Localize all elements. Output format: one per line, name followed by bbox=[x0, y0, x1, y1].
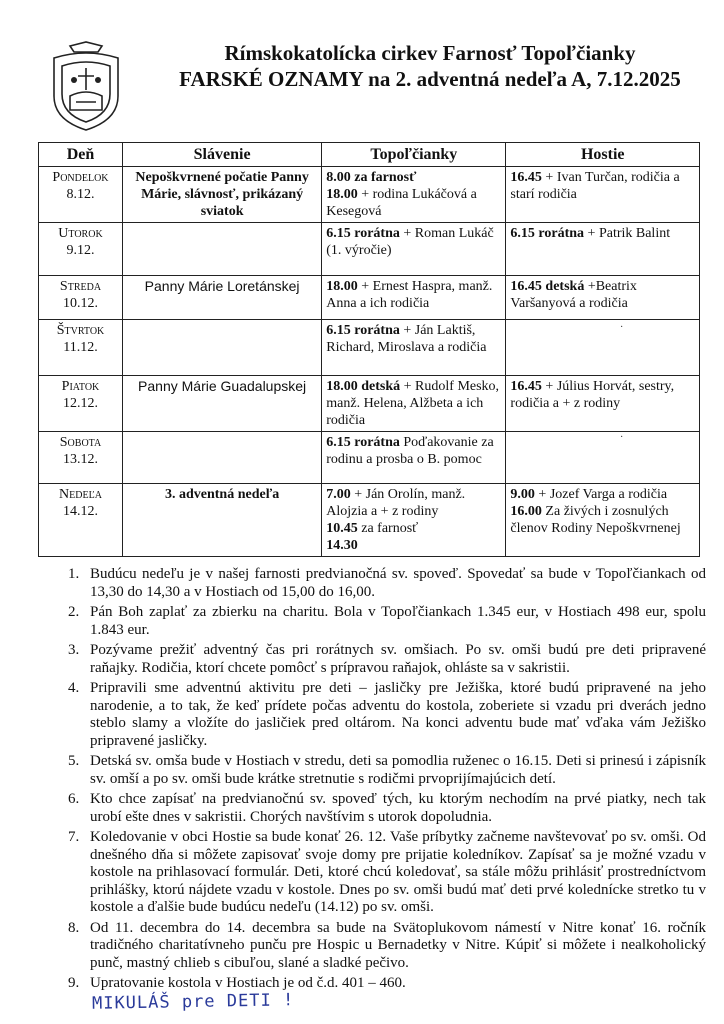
day-name: Piatok bbox=[61, 379, 100, 394]
item-number: 7. bbox=[68, 829, 80, 845]
table-row bbox=[39, 167, 700, 223]
mass-line: 16.45 + Ivan Turčan, rodičia a starí rodičia bbox=[510, 170, 680, 202]
mass-line: 6.15 rorátna + Roman Lukáč (1. výročie) bbox=[326, 226, 494, 258]
item-number: 4. bbox=[68, 680, 80, 696]
celebration-cell bbox=[122, 320, 321, 376]
item-text: Budúcu nedeľu je v našej farnosti predvianočná sv. spoveď. Spovedať sa bude v Topoľčiankach od 13,30 do 14,30 a v Hostiach od 15,00 do 16,00. bbox=[90, 566, 706, 600]
handwritten-note: MIKULÁŠ pre DETI ! bbox=[91, 990, 295, 1014]
mass-line: 16.45 detská +Beatrix Varšanyová a rodičia bbox=[510, 279, 637, 311]
hostie-cell bbox=[506, 223, 700, 276]
item-text: Pán Boh zaplať za zbierku na charitu. Bola v Topoľčiankach 1.345 eur, v Hostiach 498 eur, spolu 1.843 eur. bbox=[90, 604, 706, 638]
mass-line: 9.00 + Jozef Varga a rodičia bbox=[510, 487, 668, 502]
list-item bbox=[50, 753, 706, 788]
celebration-cell: Panny Márie Guadalupskej bbox=[122, 376, 321, 432]
hostie-cell bbox=[506, 320, 700, 376]
celebration-cell: 3. adventná nedeľa bbox=[122, 484, 321, 557]
day-name: Nedeľa bbox=[59, 487, 102, 502]
mass-line: 18.00 detská + Rudolf Mesko, manž. Helena, Alžbeta a ich rodičia bbox=[326, 379, 500, 428]
topolcianky-cell bbox=[322, 320, 506, 376]
item-text: Koledovanie v obci Hostie sa bude konať 26. 12. Vaše príbytky začneme navštevovať po sv. omši. Od dnešného dňa si môžete zapisovať svoje domy pre prijatie koledníkov. Zapísať sa je možné vzadu v kostole na prihlasovací formulár. Deti, ktoré chcú koledovať, sa stále môžu prihlásiť prostredníctvom prihlášky, ktorú nájdete vzadu v kostole. Dnes po sv. omši budú mať deti prvé kolednícke stretko tu v kostole a ďalšie bude budúcu nedeľu (14.12) po sv. omši. bbox=[90, 829, 706, 915]
item-number: 2. bbox=[68, 604, 80, 620]
mass-line: 10.45 za farnosť bbox=[326, 521, 419, 536]
day-date: 12.12. bbox=[62, 396, 98, 411]
mass-line: 6.15 rorátna + Ján Laktiš, Richard, Miroslava a rodičia bbox=[326, 323, 487, 355]
topolcianky-cell bbox=[322, 376, 506, 432]
mass-line: 6.15 rorátna + Patrik Balint bbox=[510, 226, 671, 241]
item-text: Detská sv. omša bude v Hostiach v stredu, deti sa pomodlia ruženec o 16.15. Deti si prinesú i zápisník sv. omší a po sv. omši bude krátke stretnutie s rodičmi prvoprijímajúcich detí. bbox=[90, 753, 706, 787]
hostie-cell bbox=[506, 484, 700, 557]
celebration-cell: Panny Márie Loretánskej bbox=[122, 276, 321, 320]
list-item bbox=[50, 642, 706, 677]
day-name: Utorok bbox=[58, 226, 103, 241]
day-date: 13.12. bbox=[62, 452, 98, 467]
topolcianky-cell bbox=[322, 432, 506, 484]
hostie-cell bbox=[506, 276, 700, 320]
celebration-cell: Nepoškvrnené počatie Panny Márie, slávnosť, prikázaný sviatok bbox=[122, 167, 321, 223]
day-date: 11.12. bbox=[63, 340, 98, 355]
hostie-cell bbox=[506, 167, 700, 223]
parish-crest-icon bbox=[40, 40, 132, 132]
mass-line: 8.00 za farnosť bbox=[326, 170, 417, 185]
item-number: 1. bbox=[68, 566, 80, 582]
table-row bbox=[39, 432, 700, 484]
table-row bbox=[39, 376, 700, 432]
list-item bbox=[50, 680, 706, 750]
day-name: Pondelok bbox=[52, 170, 109, 185]
pen-dot-mark: · bbox=[620, 432, 624, 443]
day-date: 14.12. bbox=[62, 504, 98, 519]
topolcianky-cell bbox=[322, 276, 506, 320]
day-cell bbox=[39, 320, 123, 376]
celebration-cell bbox=[122, 432, 321, 484]
list-item bbox=[50, 566, 706, 601]
mass-line: 18.00 + Ernest Haspra, manž. Anna a ich rodičia bbox=[326, 279, 493, 311]
day-cell bbox=[39, 276, 123, 320]
item-number: 5. bbox=[68, 753, 80, 769]
mass-line: 18.00 + rodina Lukáčová a Kesegová bbox=[326, 187, 477, 219]
col-header-celebration: Slávenie bbox=[122, 143, 321, 167]
pen-dot-mark: · bbox=[620, 322, 624, 333]
mass-line: 6.15 rorátna Poďakovanie za rodinu a prosba o B. pomoc bbox=[326, 435, 494, 467]
item-number: 8. bbox=[68, 919, 80, 936]
mass-line: 16.45 + Július Horvát, sestry, rodičia a + z rodiny bbox=[510, 379, 675, 411]
day-cell bbox=[39, 484, 123, 557]
table-row bbox=[39, 320, 700, 376]
day-cell bbox=[39, 167, 123, 223]
announcements-list bbox=[50, 566, 706, 996]
item-number: 9. bbox=[68, 975, 80, 991]
table-header-row bbox=[39, 143, 700, 167]
day-name: Streda bbox=[59, 279, 102, 294]
day-name: Sobota bbox=[59, 435, 102, 450]
col-header-day: Deň bbox=[39, 143, 123, 167]
schedule-table bbox=[38, 142, 700, 557]
hostie-cell bbox=[506, 432, 700, 484]
day-name: Štvrtok bbox=[56, 323, 105, 338]
table-row bbox=[39, 223, 700, 276]
celebration-cell bbox=[122, 223, 321, 276]
item-text: Upratovanie kostola v Hostiach je od č.d. 401 – 460. bbox=[90, 975, 406, 991]
day-date: 8.12. bbox=[66, 187, 95, 202]
item-text: Pozývame prežiť adventný čas pri rorátnych sv. omšiach. Po sv. omši budú pre deti pripravené raňajky. Rodičia, ktorí chcete pomôcť s prípravou raňajok, ohláste sa v sakristii. bbox=[90, 642, 706, 676]
list-item bbox=[50, 604, 706, 639]
bulletin-title: FARSKÉ OZNAMY na 2. adventná nedeľa A, 7.12.2025 bbox=[179, 67, 681, 91]
topolcianky-cell bbox=[322, 167, 506, 223]
day-cell bbox=[39, 376, 123, 432]
mass-line: 16.00 Za živých i zosnulých členov Rodiny Nepoškvrnenej bbox=[510, 504, 681, 536]
topolcianky-cell bbox=[322, 223, 506, 276]
table-row bbox=[39, 276, 700, 320]
hostie-cell bbox=[506, 376, 700, 432]
item-text: Pripravili sme adventnú aktivitu pre deti – jasličky pre Ježiška, ktoré budú pripravené na jeho narodenie, a to tak, že keď prídete počas adventu do kostola, zoberiete si vzadu pri dverách jedno steblo slamy a vložíte do jasličiek pred oltárom. Na konci adventu bude mať vďaka vám Ježiško pripravené jasličky. bbox=[90, 680, 706, 749]
list-item bbox=[50, 920, 706, 973]
list-item bbox=[50, 829, 706, 917]
day-cell bbox=[39, 432, 123, 484]
item-number: 3. bbox=[68, 642, 80, 658]
bulletin-header bbox=[150, 40, 710, 92]
list-item bbox=[50, 975, 706, 993]
list-item bbox=[50, 791, 706, 826]
mass-line: 14.30 bbox=[326, 538, 358, 553]
day-date: 10.12. bbox=[62, 296, 98, 311]
day-cell bbox=[39, 223, 123, 276]
topolcianky-cell bbox=[322, 484, 506, 557]
item-number: 6. bbox=[68, 791, 80, 807]
parish-title: Rímskokatolícka cirkev Farnosť Topoľčianky bbox=[224, 41, 636, 65]
col-header-topolcianky: Topoľčianky bbox=[322, 143, 506, 167]
item-text: Kto chce zapísať na predvianočnú sv. spoveď tých, ku ktorým nechodím na prvé piatky, nech tak urobí ešte dnes v sakristii. Chorých navštívim s utorok dopoludnia. bbox=[90, 791, 706, 825]
mass-line: 7.00 + Ján Orolín, manž. Alojzia a + z rodiny bbox=[326, 487, 466, 519]
table-row bbox=[39, 484, 700, 557]
item-text: Od 11. decembra do 14. decembra sa bude na Svätoplukovom námestí v Nitre konať 16. ročník tradičného charitatívneho punču pre Hospic u Bernadetky v Nitre. Kúpiť si môžete i nealkoholický punč, mastný chlieb s cibuľou, slané a sladké pečivo. bbox=[90, 919, 706, 971]
day-date: 9.12. bbox=[66, 243, 95, 258]
col-header-hostie: Hostie bbox=[506, 143, 700, 167]
